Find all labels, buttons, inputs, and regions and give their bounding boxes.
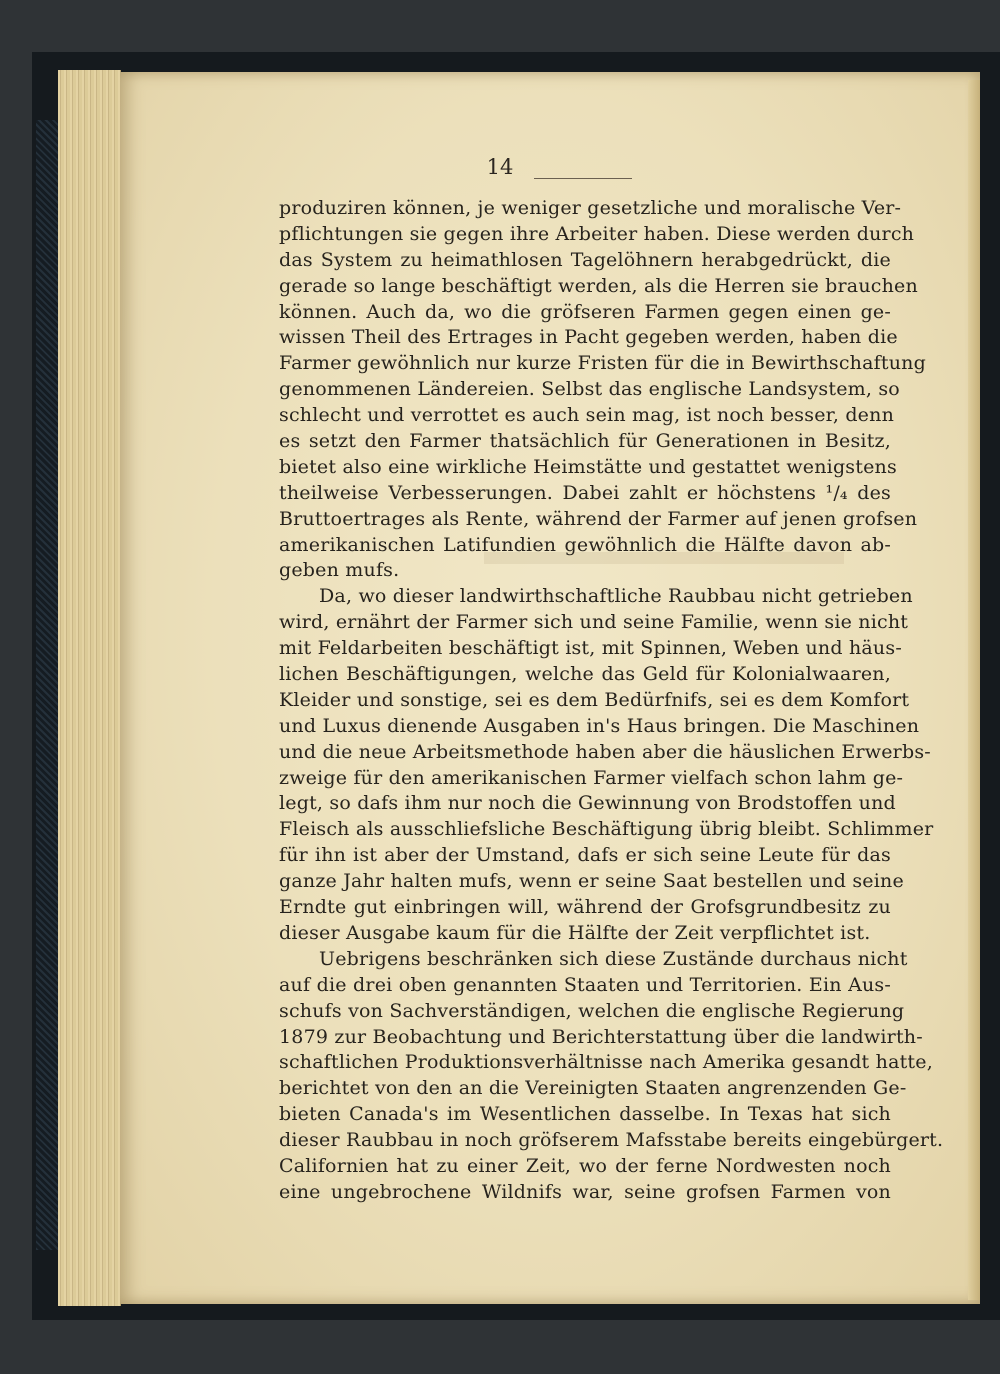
text-line: Bruttoertrages als Rente, während der Farmer auf jenen grofsen [279, 507, 918, 530]
text-line: können. Auch da, wo die gröfseren Farmen gegen einen ge- [279, 300, 891, 323]
text-line: berichtet von den an die Vereinigten Staaten angrenzenden Ge- [279, 1077, 907, 1100]
text-line: amerikanischen Latifundien gewöhnlich die Hälfte davon ab- [279, 533, 891, 556]
text-line: und Luxus dienende Ausgaben in's Haus bringen. Die Maschinen [279, 714, 920, 737]
text-line: Uebrigens beschränken sich diese Zustände durchaus nicht [319, 947, 908, 970]
text-line: genommenen Ländereien. Selbst das englische Landsystem, so [279, 378, 900, 401]
text-line: dieser Ausgabe kaum für die Hälfte der Zeit verpflichtet ist. [279, 921, 871, 944]
text-line: lichen Beschäftigungen, welche das Geld für Kolonialwaaren, [279, 663, 891, 686]
text-line: Erndte gut einbringen will, während der Grofsgrundbesitz zu [279, 896, 891, 919]
text-line: Fleisch als ausschliefsliche Beschäftigung übrig bleibt. Schlimmer [279, 818, 934, 841]
text-line: theilweise Verbesserungen. Dabei zahlt er höchstens ¹/₄ des [279, 481, 891, 504]
page-number-rule [534, 178, 632, 179]
text-line: schlecht und verrottet es auch sein mag, ist noch besser, denn [279, 404, 895, 427]
text-line: ganze Jahr halten mufs, wenn er seine Saat bestellen und seine [279, 870, 904, 893]
text-line: schufs von Sachverständigen, welchen die englische Regierung [279, 999, 905, 1022]
text-line: wissen Theil des Ertrages in Pacht gegeben werden, haben die [279, 326, 898, 349]
text-line: und die neue Arbeitsmethode haben aber die häuslichen Erwerbs- [279, 740, 931, 763]
text-line: bieten Canada's im Wesentlichen dasselbe. In Texas hat sich [279, 1103, 891, 1126]
page-edges [58, 70, 121, 1306]
text-line: das System zu heimathlosen Tagelöhnern herabgedrückt, die [279, 248, 891, 271]
text-line: eine ungebrochene Wildnifs war, seine grofsen Farmen von [279, 1180, 891, 1203]
text-line: schaftlichen Produktionsverhältnisse nach Amerika gesandt hatte, [279, 1051, 933, 1074]
text-line: dieser Raubbau in noch gröfserem Mafsstabe bereits eingebürgert. [279, 1129, 944, 1152]
text-line: für ihn ist aber der Umstand, dafs er sich seine Leute für das [279, 844, 891, 867]
text-line: legt, so dafs ihm nur noch die Gewinnung von Brodstoffen und [279, 792, 896, 815]
text-line: bietet also eine wirkliche Heimstätte und gestattet wenigstens [279, 455, 897, 478]
text-line: Kleider und sonstige, sei es dem Bedürfnifs, sei es dem Komfort [279, 688, 910, 711]
text-line: mit Feldarbeiten beschäftigt ist, mit Spinnen, Weben und häus- [279, 637, 902, 660]
text-line: Da, wo dieser landwirthschaftliche Raubbau nicht getrieben [319, 585, 913, 608]
text-line: geben mufs. [279, 559, 400, 582]
text-line: auf die drei oben genannten Staaten und Territorien. Ein Aus- [279, 973, 891, 996]
text-line: wird, ernährt der Farmer sich und seine Familie, wenn sie nicht [279, 611, 909, 634]
page-number: 14 [486, 155, 514, 179]
text-line: pflichtungen sie gegen ihre Arbeiter haben. Diese werden durch [279, 222, 915, 245]
page-gutter-edge [968, 80, 980, 1300]
text-line: Californien hat zu einer Zeit, wo der ferne Nordwesten noch [279, 1154, 891, 1177]
body-text [279, 196, 944, 1206]
text-line: 1879 zur Beobachtung und Berichterstattung über die landwirth- [279, 1025, 923, 1048]
text-line: es setzt den Farmer thatsächlich für Generationen in Besitz, [279, 430, 891, 453]
text-line: produziren können, je weniger gesetzliche und moralische Ver- [279, 197, 902, 219]
text-line: gerade so lange beschäftigt werden, als die Herren sie brauchen [279, 274, 918, 297]
text-line: Farmer gewöhnlich nur kurze Fristen für die in Bewirthschaftung [279, 352, 926, 375]
text-line: zweige für den amerikanischen Farmer vielfach schon lahm ge- [279, 766, 904, 789]
